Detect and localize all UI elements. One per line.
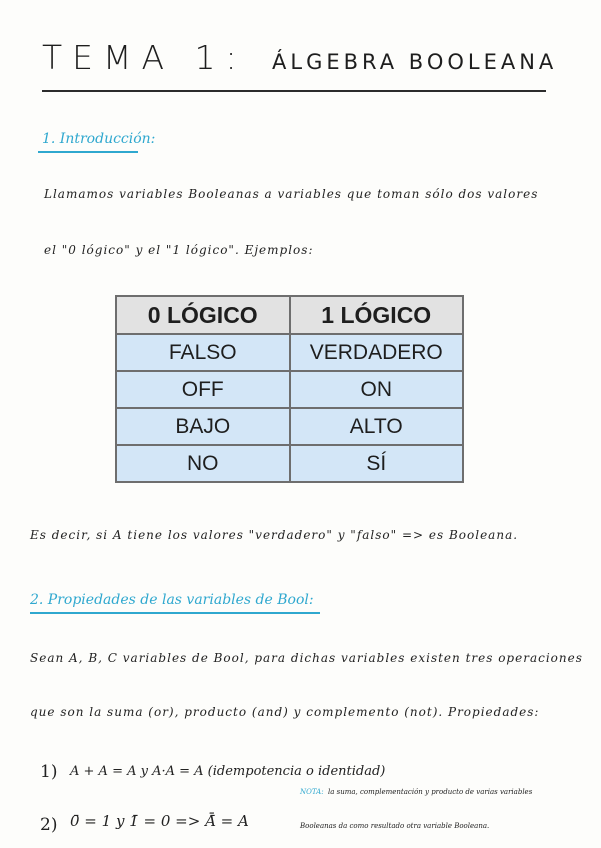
table-cell: VERDADERO xyxy=(290,334,464,371)
property-1-number: 1) xyxy=(40,762,58,782)
section-1-text-line-1: Llamamos variables Booleanas a variables que toman sólo dos valores xyxy=(44,187,539,201)
logic-values-table xyxy=(115,295,464,483)
table-cell: ALTO xyxy=(290,408,464,445)
section-1-text-line-2: el "0 lógico" y el "1 lógico". Ejemplos: xyxy=(44,243,314,257)
table-row xyxy=(116,334,463,371)
table-cell: SÍ xyxy=(290,445,464,482)
note-label: NOTA: xyxy=(300,788,324,796)
page-title-subject: ÁLGEBRA BOOLEANA xyxy=(272,50,558,74)
table-cell: ON xyxy=(290,371,464,408)
table-row xyxy=(116,408,463,445)
page-title: TEMA 1: xyxy=(42,38,247,77)
section-2-text-line-1: Sean A, B, C variables de Bool, para dichas variables existen tres operaciones xyxy=(30,651,583,665)
table-cell: NO xyxy=(116,445,290,482)
table-cell: FALSO xyxy=(116,334,290,371)
table-header-cell: 0 LÓGICO xyxy=(116,296,290,334)
property-2-formula: 0̄ = 1 y 1̄ = 0 => Ā̄ = A xyxy=(70,812,249,830)
title-divider xyxy=(42,90,546,92)
table-header-row xyxy=(116,296,463,334)
section-1-heading: 1. Introducción: xyxy=(42,131,156,147)
note-text-line-2: Booleanas da como resultado otra variable Booleana. xyxy=(300,822,490,830)
table-row xyxy=(116,445,463,482)
property-1-formula: A + A = A y A·A = A (idempotencia o identidad) xyxy=(70,764,386,779)
table-header-cell: 1 LÓGICO xyxy=(290,296,464,334)
section-1-conclusion: Es decir, si A tiene los valores "verdadero" y "falso" => es Booleana. xyxy=(30,528,519,542)
table-row xyxy=(116,371,463,408)
property-2-number: 2) xyxy=(40,815,58,835)
table-cell: OFF xyxy=(116,371,290,408)
section-1-underline xyxy=(38,151,138,153)
note-text-line-1: la suma, complementación y producto de varias variables xyxy=(328,788,533,796)
section-2-underline xyxy=(30,612,320,614)
section-2-heading: 2. Propiedades de las variables de Bool: xyxy=(30,592,314,608)
table-cell: BAJO xyxy=(116,408,290,445)
section-2-text-line-2: que son la suma (or), producto (and) y complemento (not). Propiedades: xyxy=(30,705,540,719)
